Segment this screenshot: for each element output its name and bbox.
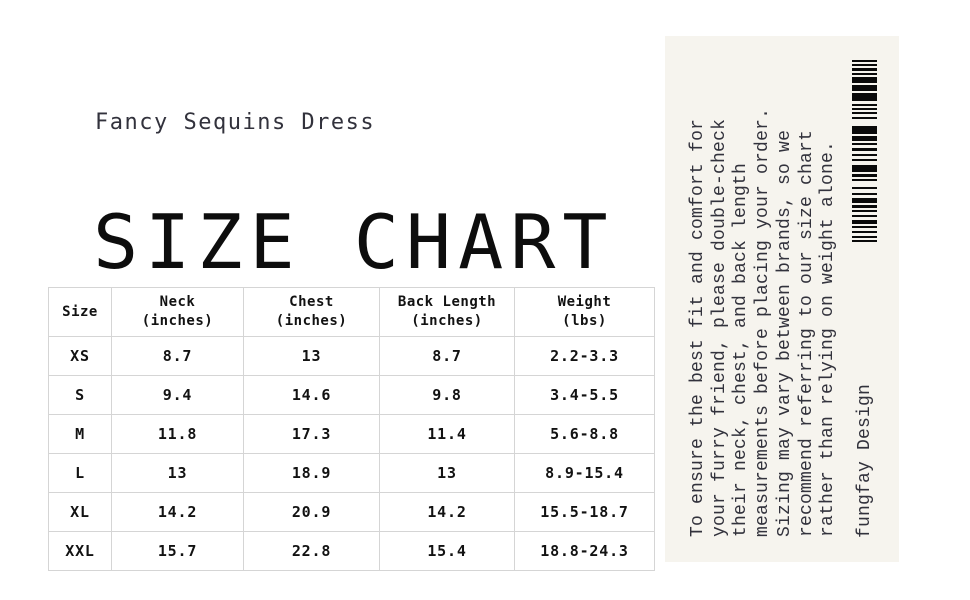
table-row-s [49, 376, 655, 415]
back-length-cell: 15.4 [380, 532, 515, 571]
weight-cell: 15.5-18.7 [515, 493, 655, 532]
column-header-chest [244, 288, 380, 337]
fit-note-line: measurements before placing your order. [753, 107, 774, 537]
care-note-panel [665, 36, 899, 562]
back-length-cell: 9.8 [380, 376, 515, 415]
size-cell: XL [49, 493, 112, 532]
column-header-label: Size [62, 303, 98, 320]
column-header-label: Neck [159, 294, 196, 310]
table-row-xl [49, 493, 655, 532]
table-row-xxl [49, 532, 655, 571]
fit-note-line: their neck, chest, and back length [731, 162, 752, 537]
header-row [49, 288, 655, 337]
column-header-unit: (inches) [275, 313, 348, 329]
size-cell: S [49, 376, 112, 415]
chest-cell: 20.9 [244, 493, 380, 532]
weight-cell: 8.9-15.4 [515, 454, 655, 493]
table-row-l [49, 454, 655, 493]
size-cell: XXL [49, 532, 112, 571]
size-cell: M [49, 415, 112, 454]
barcode-icon [852, 60, 877, 242]
column-header-back-length [380, 288, 515, 337]
fit-note-line: Sizing may vary between brands, so we [774, 129, 795, 537]
neck-cell: 11.8 [112, 415, 244, 454]
column-header-label: Back Length [397, 294, 497, 310]
back-length-cell: 8.7 [380, 337, 515, 376]
neck-cell: 14.2 [112, 493, 244, 532]
weight-cell: 3.4-5.5 [515, 376, 655, 415]
fit-note-line: To ensure the best fit and comfort for [688, 118, 708, 537]
column-header-unit: (lbs) [562, 313, 607, 329]
fit-note-line: rather than relying on weight alone. [818, 140, 839, 537]
fit-note [688, 100, 840, 537]
weight-cell: 2.2-3.3 [515, 337, 655, 376]
column-header-weight [515, 288, 655, 337]
size-chart-table [48, 287, 655, 571]
size-cell: XS [49, 337, 112, 376]
neck-cell: 8.7 [112, 337, 244, 376]
neck-cell: 13 [112, 454, 244, 493]
table-row-m [49, 415, 655, 454]
column-header-label: Chest [289, 294, 334, 310]
column-header-size [49, 288, 112, 337]
column-header-neck [112, 288, 244, 337]
neck-cell: 15.7 [112, 532, 244, 571]
chest-cell: 13 [244, 337, 380, 376]
chest-cell: 18.9 [244, 454, 380, 493]
column-header-unit: (inches) [141, 313, 214, 329]
column-header-unit: (inches) [411, 313, 483, 329]
product-title: Fancy Sequins Dress [95, 110, 376, 135]
chest-cell: 17.3 [244, 415, 380, 454]
fit-note-line: your furry friend, please double-check [709, 118, 730, 537]
column-header-label: Weight [557, 294, 612, 310]
back-length-cell: 14.2 [380, 493, 515, 532]
page-title: SIZE CHART [93, 198, 615, 286]
table-row-xs [49, 337, 655, 376]
weight-cell: 18.8-24.3 [515, 532, 655, 571]
weight-cell: 5.6-8.8 [515, 415, 655, 454]
back-length-cell: 13 [380, 454, 515, 493]
brand-name: fungfay Design [855, 383, 875, 538]
fit-note-line: recommend referring to our size chart [796, 129, 817, 537]
size-cell: L [49, 454, 112, 493]
chest-cell: 14.6 [244, 376, 380, 415]
back-length-cell: 11.4 [380, 415, 515, 454]
neck-cell: 9.4 [112, 376, 244, 415]
chest-cell: 22.8 [244, 532, 380, 571]
